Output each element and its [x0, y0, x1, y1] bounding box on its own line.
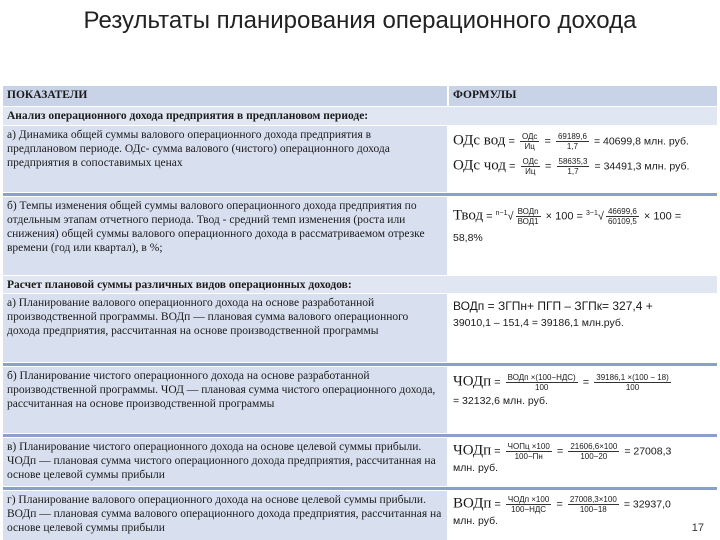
table-header-row	[3, 86, 717, 106]
slide-title: Результаты планирования операционного дохода	[83, 7, 637, 34]
fraction: $\frac{\text{ЧОПц ×100}}{100-Пн}$	[507, 442, 550, 461]
indicators-table	[3, 80, 717, 540]
indicator-text: в) Планирование чистого операционного дохода на основе целевой суммы прибыли. ЧОДп — плановая сумма чистого операционного дохода предприятия, рассчитанная на основе целевой суммы прибыли	[3, 438, 447, 486]
table-row	[3, 126, 717, 192]
formula-cell	[449, 367, 717, 433]
fraction: $\frac{27008,3\times 100}{100-18}$	[569, 495, 617, 514]
formula-cell: ВОДп = ЗГПн+ ПГП – ЗГПк= 327,4 + 39010,1 – 151,4 = 39186,1 млн.руб.	[449, 294, 717, 362]
formula-cell	[449, 126, 717, 192]
fraction: $\frac{\text{ОДс}}{Иц}$	[522, 157, 538, 176]
row-divider	[3, 434, 717, 437]
table-row	[3, 197, 717, 275]
fraction: $\frac{21606,6\times 100}{100-20}$	[570, 442, 618, 461]
section-title-planning: Расчет плановой суммы различных видов операционных доходов:	[3, 276, 717, 293]
header-indicators: ПОКАЗАТЕЛИ	[3, 86, 447, 106]
formula-cell: ЧОДп = $\frac{\text{ЧОПц ×100}}{100-Пн}$ = $\frac{21606,6\times 100}{100-20}$ = 27008,3 млн. руб.	[449, 438, 717, 486]
fraction: $\frac{\text{ЧОДп ×100}}{\text{100−НДС}}$	[507, 495, 550, 514]
indicator-text: г) Планирование валового операционного дохода на основе целевой суммы прибыли. ВОДп — плановая сумма валового операционного дохода предприятия, рассчитанная на основе целевой суммы прибыли	[3, 491, 447, 540]
indicator-text: б) Темпы изменения общей суммы валового операционного дохода предприятия по отдельным этапам отчетного периода. Твод - средний темп изменения (роста или снижения) общей суммы валового операционного дохода в рассматриваемом отрезке времени (год или квартал), в %;	[3, 197, 447, 275]
fraction: $\frac{\text{ОДс}}{Иц}$	[521, 132, 538, 151]
table-row	[3, 367, 717, 433]
section-title-analysis: Анализ операционного дохода предприятия в предплановом периоде:	[3, 107, 717, 125]
formula-line: Твод = $^{n-1}$√ $\frac{\text{ВОДn}}{\text{ВОД1}}$ × 100 = $^{3-1}$√ $\frac{46699,6}{60109,5}$ × 100 =	[453, 207, 682, 227]
row-divider	[3, 193, 717, 196]
section-row	[3, 107, 717, 125]
formula-line: ОДс вод = $\frac{\text{ОДс}}{Иц}$ = $\frac{69189,6}{1,7}$ = 40699,8 млн. руб.	[453, 132, 689, 151]
page-number: 17	[691, 522, 704, 534]
fraction: $\frac{\text{ВОДп ×(100−НДС)}}{100}$	[507, 373, 576, 392]
fraction: $\frac{46699,6}{60109,5}$	[607, 207, 637, 227]
fraction: $\frac{\text{ВОДn}}{\text{ВОД1}}$	[517, 207, 539, 227]
formula-cell	[449, 197, 717, 275]
header-formulas: ФОРМУЛЫ	[449, 86, 717, 106]
formula-cell: ВОДп = $\frac{\text{ЧОДп ×100}}{\text{100−НДС}}$ = $\frac{27008,3\times 100}{100-18}$ = 32937,0 млн. руб.	[449, 491, 717, 540]
formula-line: ВОДп = $\frac{\text{ЧОДп ×100}}{\text{100−НДС}}$ = $\frac{27008,3\times 100}{100-18}$ = 32937,0	[453, 495, 671, 514]
formula-line: ЧОДп = $\frac{\text{ЧОПц ×100}}{100-Пн}$ = $\frac{21606,6\times 100}{100-20}$ = 27008,3	[453, 442, 672, 461]
section-row	[3, 276, 717, 293]
fraction: $\frac{39186,1 \times(100 - 18)}{100}$	[596, 373, 669, 392]
formula-result: = 32132,6 млн. руб.	[453, 395, 548, 407]
formula-line: ЧОДп = $\frac{\text{ВОДп ×(100−НДС)}}{100}$ = $\frac{39186,1 \times(100 - 18)}{100}$	[453, 373, 669, 392]
fraction: $\frac{69189,6}{1,7}$	[557, 132, 587, 151]
fraction: $\frac{58635,3}{1,7}$	[558, 157, 588, 176]
formula-line: ОДс чод = $\frac{\text{ОДс}}{Иц}$ = $\frac{58635,3}{1,7}$ = 34491,3 млн. руб.	[453, 157, 690, 176]
formula-result: 58,8%	[453, 232, 483, 245]
row-divider	[3, 487, 717, 490]
indicator-text: а) Динамика общей суммы валового операционного дохода предприятия в предплановом периоде. ОДс- сумма валового (чистого) операционного дохода предприятия в сопоставимых ценах	[3, 126, 447, 192]
row-divider	[3, 363, 717, 366]
table-row	[3, 438, 717, 486]
table-row	[3, 294, 717, 362]
table-row	[3, 491, 717, 540]
indicator-text: б) Планирование чистого операционного дохода на основе разработанной производственной программы. ЧОД — плановая сумма чистого операционного дохода, рассчитанная на основе производственной программы	[3, 367, 447, 433]
indicator-text: а) Планирование валового операционного дохода на основе разработанной производственной программы. ВОДп — плановая сумма валового операционного дохода предприятия, рассчитанная на основе производственной программы	[3, 294, 447, 362]
